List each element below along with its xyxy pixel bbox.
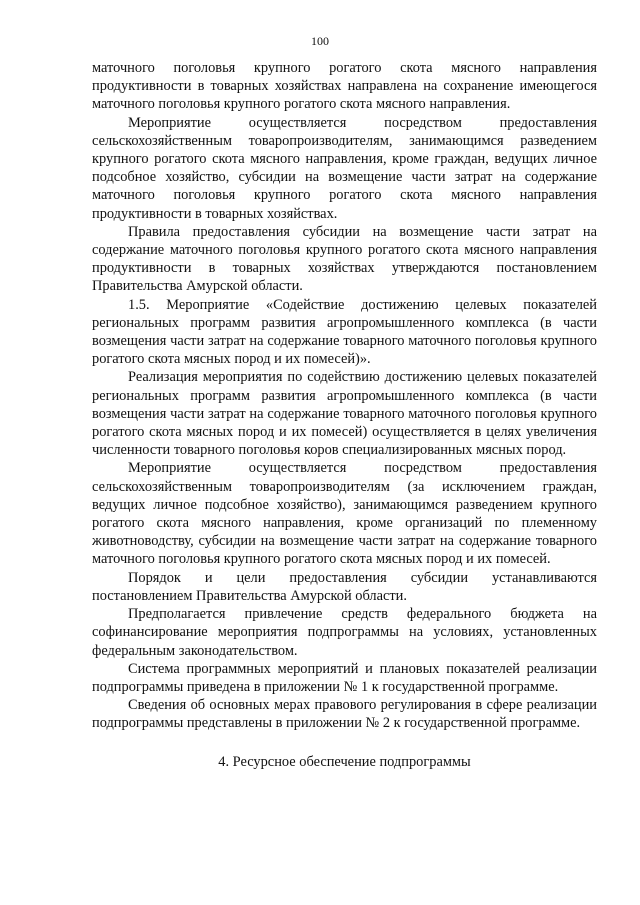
document-body (92, 59, 597, 771)
paragraph-measure-title: 1.5. Мероприятие «Содействие достижению целевых показателей региональных программ развития агропромышленного комплекса (в части возмещения части затрат на содержание товарного маточного поголовья крупного рогатого скота мясных пород и их помесей)». (92, 296, 597, 368)
paragraph: Порядок и цели предоставления субсидии устанавливаются постановлением Правительства Амурской области. (92, 569, 597, 604)
paragraph: Мероприятие осуществляется посредством предоставления сельскохозяйственным товаропроизводителям (за исключением граждан, ведущих личное подсобное хозяйство), занимающимся разведением крупного рогатого скота мясного направления, кроме организаций по племенному животноводству, субсидии на возмещение части затрат на содержание товарного маточного поголовья крупного рогатого скота мясных пород и их помесей. (92, 460, 597, 568)
paragraph-continuation: маточного поголовья крупного рогатого скота мясного направления продуктивности в товарных хозяйствах направлена на сохранение имеющегося маточного поголовья крупного рогатого скота мясного направления. (92, 60, 597, 113)
paragraph: Мероприятие осуществляется посредством предоставления сельскохозяйственным товаропроизводителям, занимающимся разведением крупного рогатого скота мясного направления, кроме граждан, ведущих личное подсобное хозяйство, субсидии на возмещение части затрат на содержание маточного поголовья крупного рогатого скота мясного направления продуктивности в товарных хозяйствах. (92, 114, 597, 222)
paragraph: Правила предоставления субсидии на возмещение части затрат на содержание маточного поголовья крупного рогатого скота мясного направления продуктивности в товарных хозяйствах утверждаются постановлением Правительства Амурской области. (92, 223, 597, 295)
paragraph: Предполагается привлечение средств федерального бюджета на софинансирование мероприятия подпрограммы на условиях, установленных федеральным законодательством. (92, 606, 597, 659)
paragraph: Реализация мероприятия по содействию достижению целевых показателей региональных программ развития агропромышленного комплекса (в части возмещения части затрат на содержание товарного маточного поголовья крупного рогатого скота мясных пород и их помесей) осуществляется в целях увеличения численности товарного поголовья коров специализированных мясных пород. (92, 369, 597, 459)
page-number: 100 (311, 34, 329, 48)
paragraph: Система программных мероприятий и плановых показателей реализации подпрограммы приведена в приложении № 1 к государственной программе. (92, 660, 597, 695)
paragraph: Сведения об основных мерах правового регулирования в сфере реализации подпрограммы представлены в приложении № 2 к государственной программе. (92, 697, 597, 732)
section-heading: 4. Ресурсное обеспечение подпрограммы (218, 753, 471, 770)
